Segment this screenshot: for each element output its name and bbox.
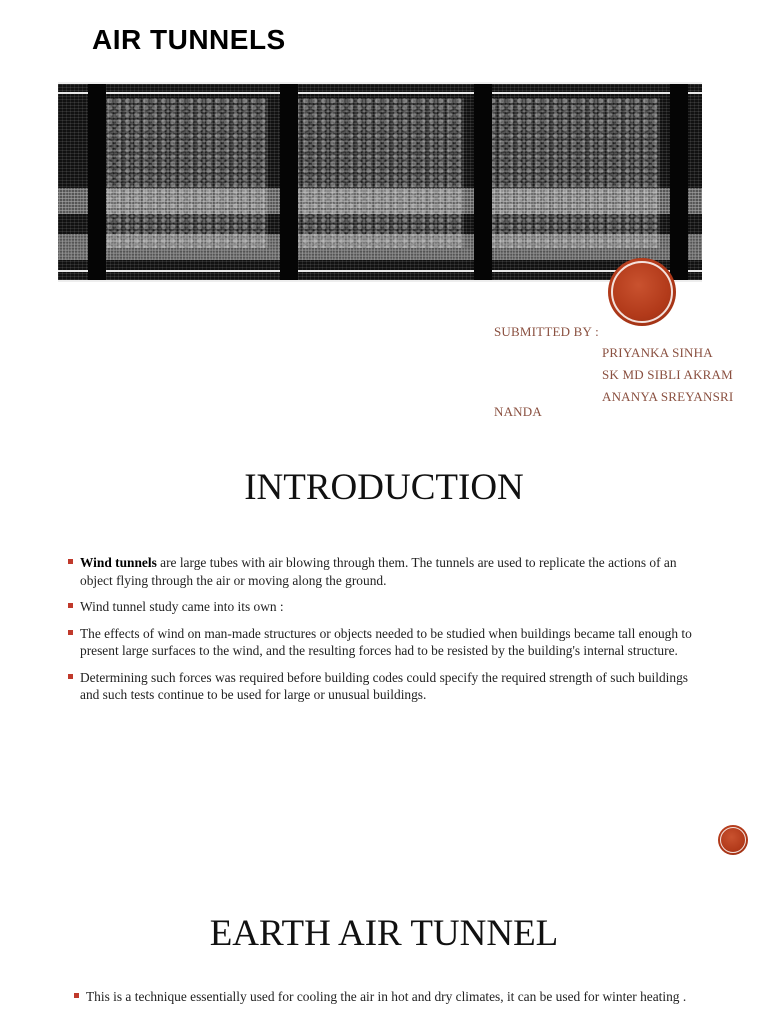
bullet-icon bbox=[74, 993, 79, 998]
bullet-text: are large tubes with air blowing through them. The tunnels are used to replicate the actions of an object flying through the air or moving along the ground. bbox=[80, 555, 677, 588]
author-name: PRIYANKA SINHA bbox=[602, 345, 713, 360]
introduction-slide bbox=[0, 440, 768, 860]
bullet-text: Wind tunnel study came into its own : bbox=[80, 599, 284, 614]
submitted-by-label: SUBMITTED BY : bbox=[494, 324, 599, 339]
bullet-text: This is a technique essentially used for cooling the air in hot and dry climates, it can be used for winter heating . bbox=[86, 989, 687, 1004]
slide-heading: INTRODUCTION bbox=[244, 467, 524, 508]
bullet-icon bbox=[68, 630, 73, 635]
bullet-bold-term: Wind tunnels bbox=[80, 555, 157, 570]
bullet-text: The effects of wind on man-made structures or objects needed to be studied when buildings became tall enough to present large surfaces to the wind, and the resulting forces had to be resisted by the building's internal structure. bbox=[80, 625, 692, 658]
page-title: AIR TUNNELS bbox=[92, 24, 286, 55]
bullet-icon bbox=[68, 674, 73, 679]
decorative-circle-icon bbox=[608, 258, 676, 326]
bullet-icon bbox=[68, 559, 73, 564]
bullet-icon bbox=[68, 603, 73, 608]
bullet-list bbox=[72, 988, 702, 1015]
author-name: SK MD SIBLI AKRAM bbox=[602, 367, 733, 382]
author-name-continuation: NANDA bbox=[494, 404, 542, 419]
bullet-text: Determining such forces was required before building codes could specify the required strength of such buildings and such tests continue to be used for large or unusual buildings. bbox=[80, 669, 688, 702]
earth-air-tunnel-slide bbox=[0, 860, 768, 1024]
author-name: ANANYA SREYANSRI bbox=[602, 389, 734, 404]
list-item bbox=[66, 669, 696, 704]
list-item bbox=[66, 625, 696, 660]
bullet-list bbox=[66, 554, 696, 713]
slide-heading: EARTH AIR TUNNEL bbox=[209, 913, 559, 954]
title-slide bbox=[0, 0, 768, 440]
list-item bbox=[72, 988, 702, 1006]
list-item bbox=[66, 598, 696, 616]
wind-tunnel-banner-image bbox=[58, 82, 702, 282]
list-item bbox=[66, 554, 696, 589]
decorative-circle-icon bbox=[718, 825, 748, 855]
